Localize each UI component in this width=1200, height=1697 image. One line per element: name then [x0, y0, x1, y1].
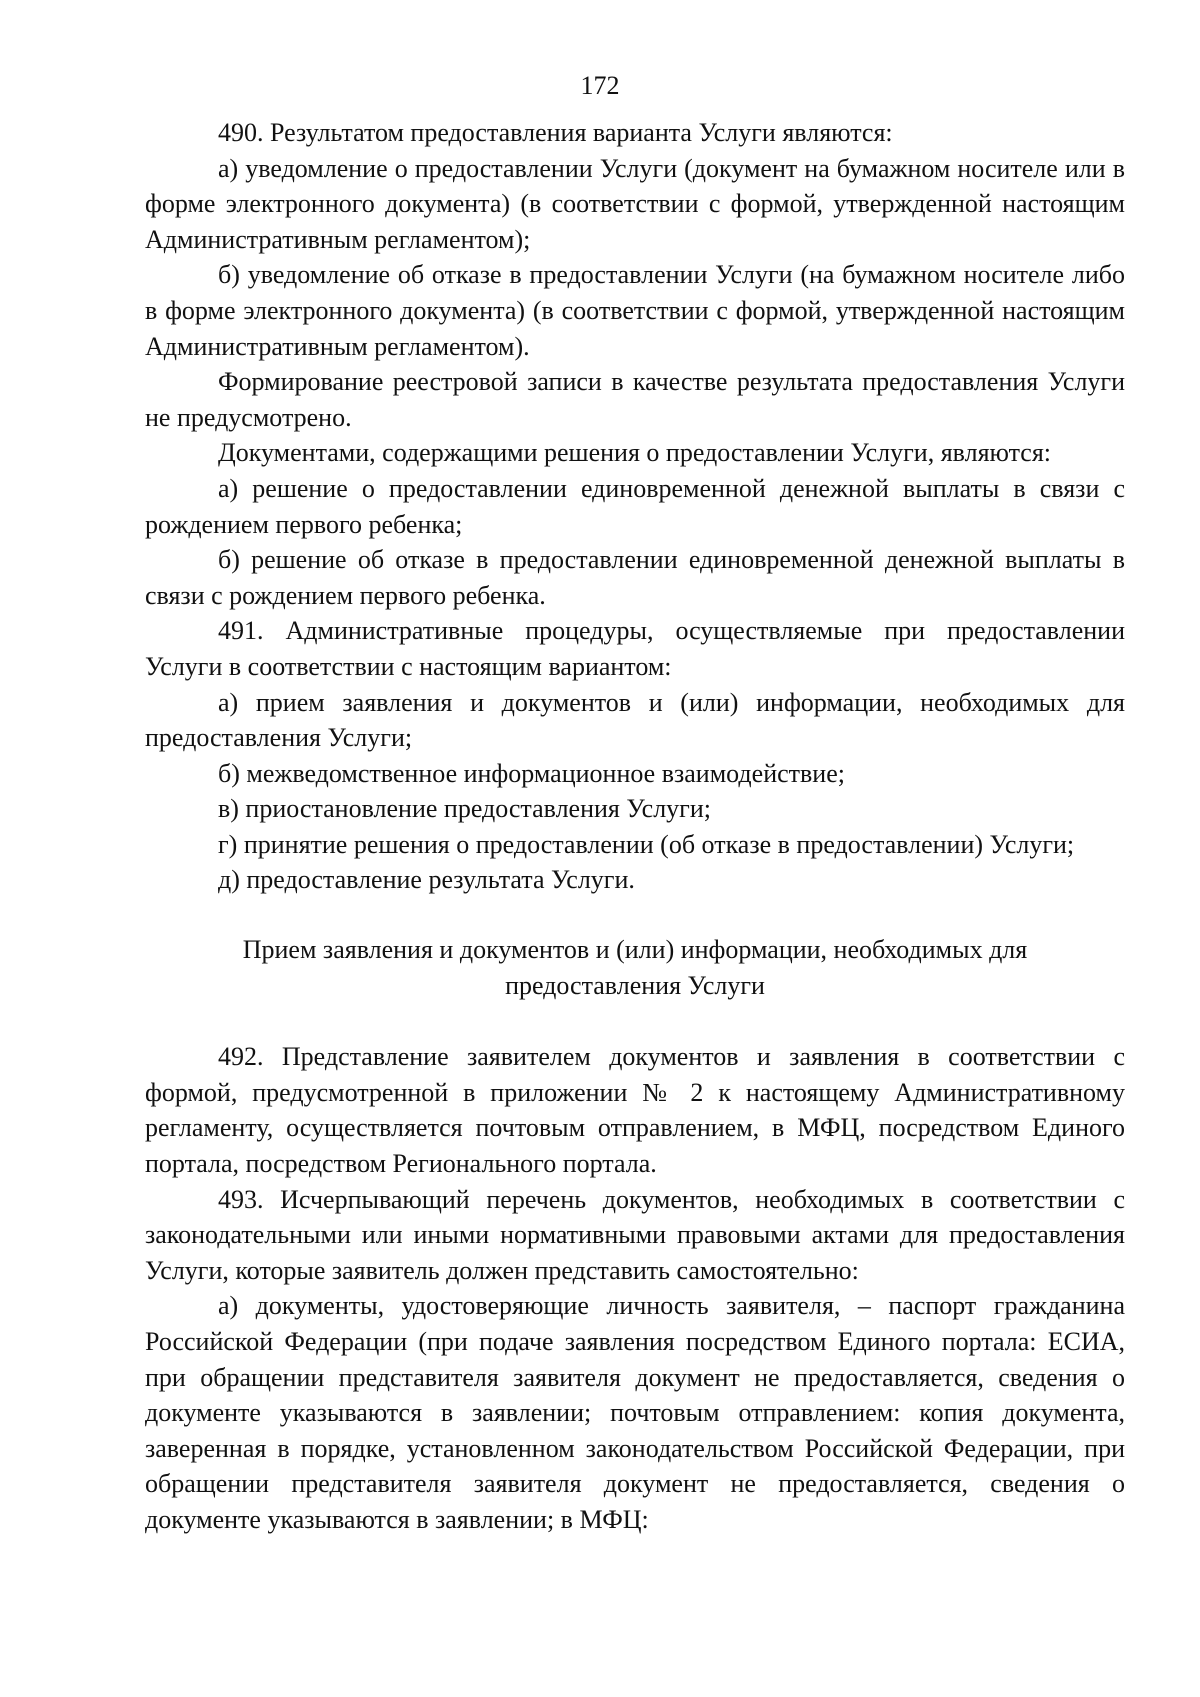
paragraph-491-b: б) межведомственное информационное взаимодействие; — [218, 758, 845, 788]
paragraph-registry-record: Формирование реестровой записи в качестве результата предоставления Услуги не предусмотрено. — [145, 367, 1125, 432]
page-number: 172 — [580, 71, 620, 100]
paragraph-491: 491. Административные процедуры, осуществляемые при предоставлении Услуги в соответствии с настоящим вариантом: — [145, 616, 1125, 681]
paragraph-491-a: а) прием заявления и документов и (или) информации, необходимых для предоставления Услуги; — [145, 687, 1125, 753]
paragraph-493: 493. Исчерпывающий перечень документов, необходимых в соответствии с законодательными или иными нормативными правовыми актами для предоставления Услуги, которые заявитель должен представить самостоятельно: — [145, 1184, 1125, 1285]
section-heading — [145, 932, 1125, 1003]
section-heading-line-1: Прием заявления и документов и (или) информации, необходимых для — [242, 935, 1028, 965]
document-body — [145, 115, 1125, 1538]
paragraph-491-g: г) принятие решения о предоставлении (об отказе в предоставлении) Услуги; — [218, 829, 1075, 859]
paragraph-decision-b: б) решение об отказе в предоставлении единовременной денежной выплаты в связи с рождением первого ребенка. — [145, 545, 1125, 610]
paragraph-492: 492. Представление заявителем документов и заявления в соответствии с формой, предусмотренной в приложении № 2 к настоящему Административному регламенту, осуществляется почтовым отправлением, в МФЦ, посредством Единого портала, посредством Регионального портала. — [145, 1042, 1125, 1179]
paragraph-decision-a: а) решение о предоставлении единовременной денежной выплаты в связи с рождением первого ребенка; — [145, 473, 1125, 539]
section-heading-line-2: предоставления Услуги — [505, 970, 765, 1000]
paragraph-491-d: д) предоставление результата Услуги. — [218, 865, 635, 895]
paragraph-491-v: в) приостановление предоставления Услуги; — [218, 794, 711, 824]
paragraph-490-b: б) уведомление об отказе в предоставлении Услуги (на бумажном носителе либо в форме электронного документа) (в соответствии с формой, утвержденной настоящим Административным регламентом). — [145, 260, 1125, 361]
paragraph-490: 490. Результатом предоставления варианта Услуги являются: — [218, 118, 893, 147]
paragraph-490-a: а) уведомление о предоставлении Услуги (документ на бумажном носителе или в форме электронного документа) (в соответствии с формой, утвержденной настоящим Административным регламентом); — [145, 153, 1125, 254]
paragraph-493-a: а) документы, удостоверяющие личность заявителя, – паспорт гражданина Российской Федерации (при подаче заявления посредством Единого портала: ЕСИА, при обращении представителя заявителя документ не предоставляется, сведения о документе указываются в заявлении; почтовым отправлением: копия документа, заверенная в порядке, установленном законодательством Российской Федерации, при обращении представителя заявителя документ не предоставляется, сведения о документе указываются в заявлении; в МФЦ: — [145, 1291, 1125, 1534]
paragraph-decision-documents: Документами, содержащими решения о предоставлении Услуги, являются: — [218, 438, 1052, 468]
